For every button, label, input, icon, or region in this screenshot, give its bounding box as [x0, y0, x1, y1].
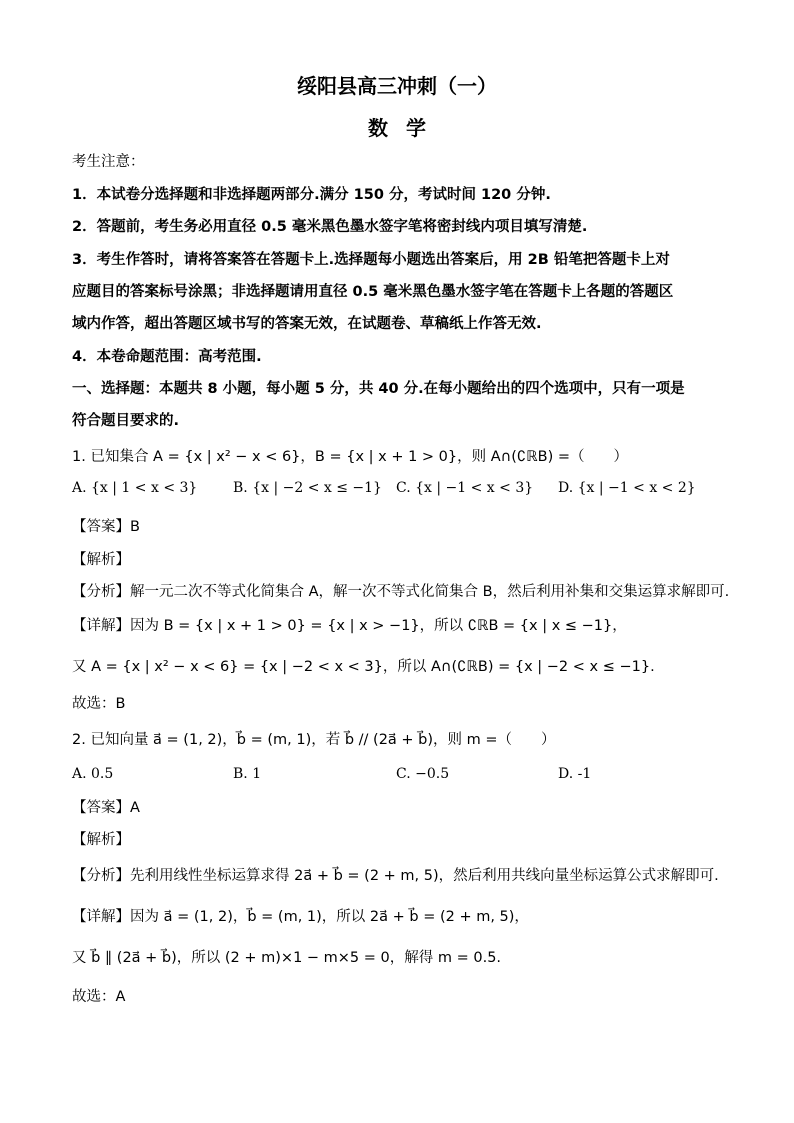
q1-option-a: A. {x | 1 < x < 3} — [72, 480, 198, 496]
q2-answer: 【答案】A — [72, 800, 140, 816]
exam-title: 绥阳县高三冲刺（一） — [297, 74, 497, 98]
q1-stem: 1. 已知集合 A = {x | x² − x < 6}，B = {x | x + 1 > 0}，则 A∩(∁ℝB) =（ ） — [72, 449, 628, 465]
q2-detail-1: 【详解】因为 a⃗ = (1, 2)，b⃗ = (m, 1)，所以 2a⃗ + b⃗ = (2 + m, 5)， — [72, 909, 529, 925]
q1-analysis: 【分析】解一元二次不等式化简集合 A，解一次不等式化简集合 B，然后利用补集和交集运算求解即可. — [72, 584, 730, 600]
section-heading-cont: 符合题目要求的. — [72, 413, 180, 429]
q2-stem: 2. 已知向量 a⃗ = (1, 2)，b⃗ = (m, 1)，若 b⃗ // (2a⃗ + b⃗)，则 m =（ ） — [72, 732, 556, 748]
q2-option-a: A. 0.5 — [72, 766, 114, 782]
notice-item-1: 1．本试卷分选择题和非选择题两部分.满分 150 分，考试时间 120 分钟. — [72, 187, 551, 203]
q2-detail-2: 又 b⃗ ∥ (2a⃗ + b⃗)，所以 (2 + m)×1 − m×5 = 0，解得 m = 0.5. — [72, 950, 502, 966]
q1-option-d: D. {x | −1 < x < 2} — [558, 480, 696, 496]
notice-item-3: 3．考生作答时，请将答案答在答题卡上.选择题每小题选出答案后，用 2B 铅笔把答题卡上对 — [72, 252, 670, 268]
notice-item-4: 4．本卷命题范围：高考范围. — [72, 349, 262, 365]
section-heading: 一、选择题：本题共 8 小题，每小题 5 分，共 40 分.在每小题给出的四个选项中，只有一项是 — [72, 381, 685, 397]
notice-item-2: 2．答题前，考生务必用直径 0.5 毫米黑色墨水签字笔将密封线内项目填写清楚. — [72, 219, 588, 235]
q2-choice: 故选：A — [72, 989, 126, 1005]
q2-option-c: C. −0.5 — [396, 766, 450, 782]
q1-analysis-label: 【解析】 — [72, 552, 130, 568]
q1-answer: 【答案】B — [72, 519, 140, 535]
q1-detail-2: 又 A = {x | x² − x < 6} = {x | −2 < x < 3}，所以 A∩(∁ℝB) = {x | −2 < x ≤ −1}. — [72, 659, 655, 675]
notice-heading: 考生注意： — [72, 154, 145, 170]
notice-item-3-cont2: 域内作答，超出答题区域书写的答案无效，在试题卷、草稿纸上作答无效. — [72, 316, 542, 332]
q2-option-d: D. -1 — [558, 766, 592, 782]
q1-choice: 故选：B — [72, 696, 126, 712]
notice-item-3-cont: 应题目的答案标号涂黑；非选择题请用直径 0.5 毫米黑色墨水签字笔在答题卡上各题的答题区 — [72, 284, 674, 300]
q1-option-b: B. {x | −2 < x ≤ −1} — [233, 480, 382, 496]
q2-analysis-label: 【解析】 — [72, 832, 130, 848]
subject-title: 数学 — [368, 116, 444, 140]
q2-analysis: 【分析】先利用线性坐标运算求得 2a⃗ + b⃗ = (2 + m, 5)，然后利用共线向量坐标运算公式求解即可. — [72, 868, 719, 884]
q1-detail-1: 【详解】因为 B = {x | x + 1 > 0} = {x | x > −1}，所以 ∁ℝB = {x | x ≤ −1}， — [72, 618, 627, 634]
q1-option-c: C. {x | −1 < x < 3} — [396, 480, 534, 496]
q2-option-b: B. 1 — [233, 766, 262, 782]
